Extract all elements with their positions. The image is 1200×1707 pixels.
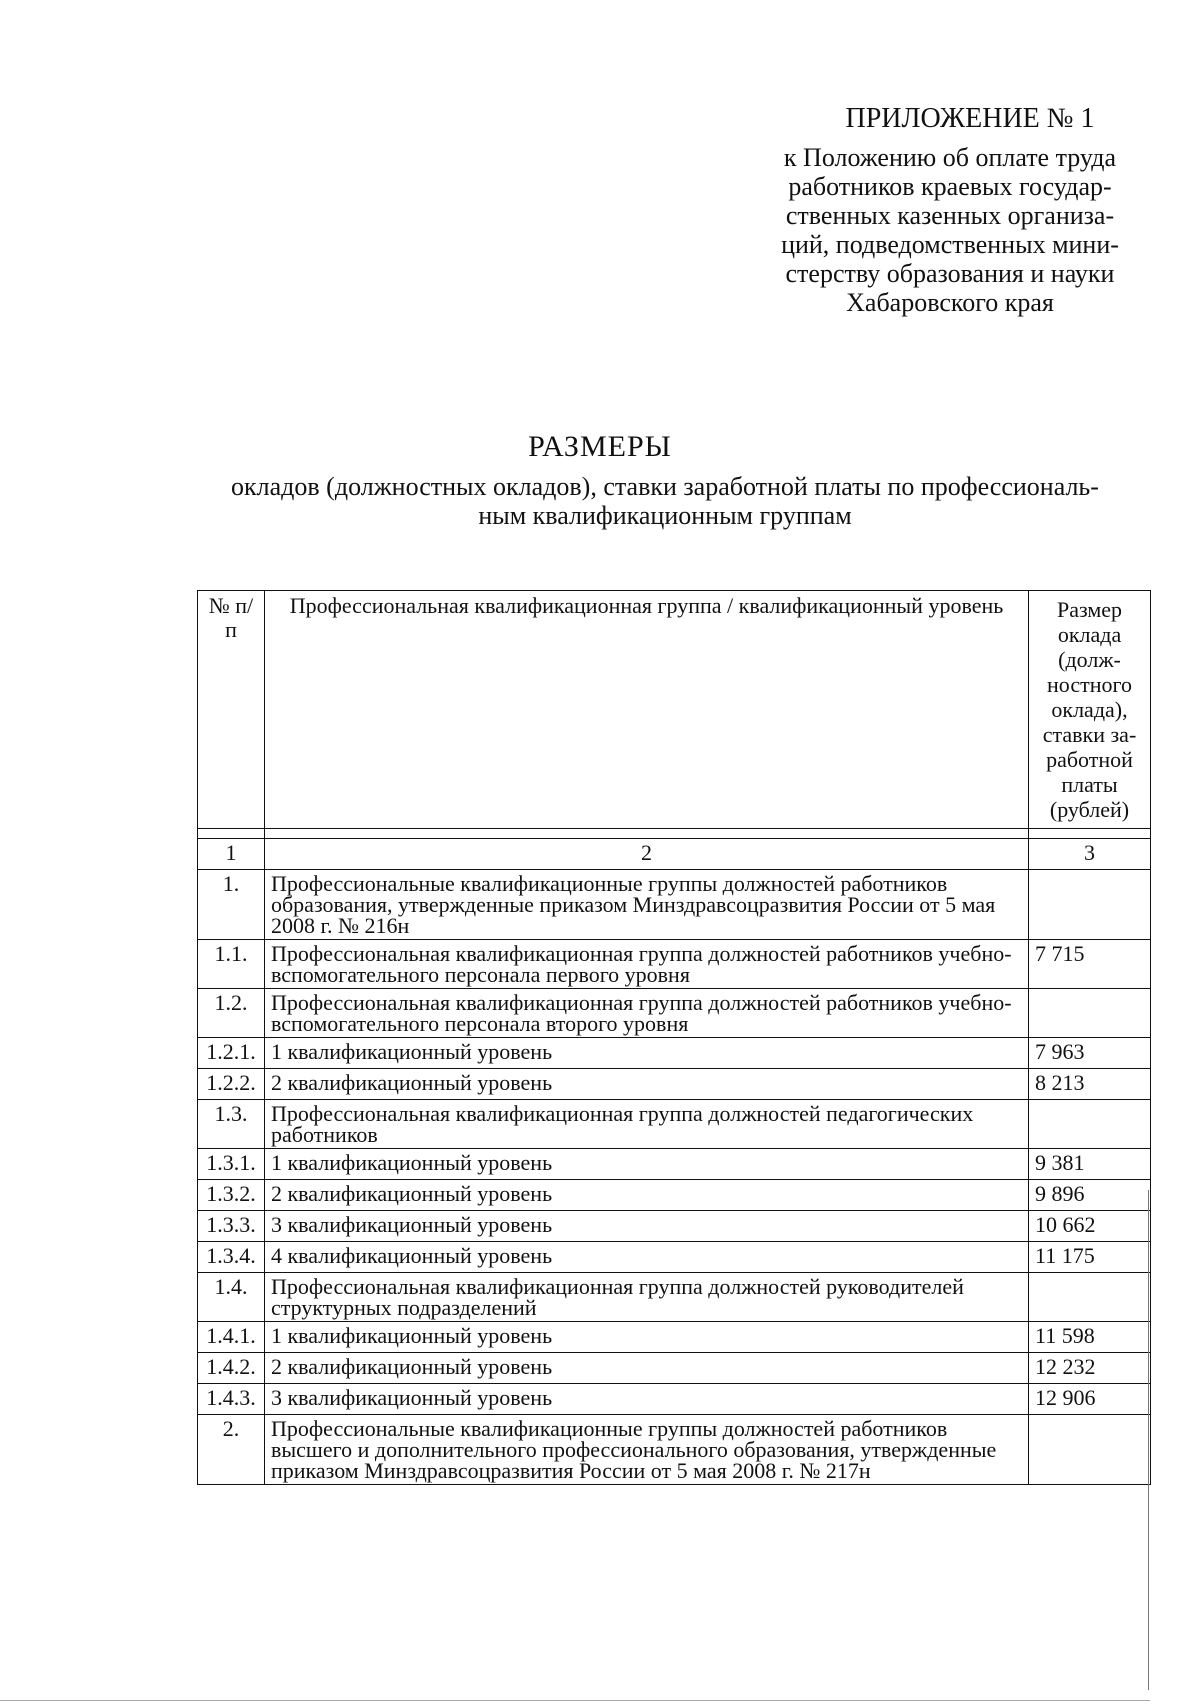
row-number: 1.4.3. (198, 1384, 265, 1415)
row-name: 3 квалификационный уровень (264, 1211, 1028, 1242)
table-row (198, 1353, 1151, 1384)
scan-edge-line (1148, 1190, 1149, 1690)
column-number-row (198, 839, 1151, 870)
row-name: 3 квалификационный уровень (264, 1384, 1028, 1415)
header-number: № п/п (198, 591, 265, 829)
row-number: 1.4. (198, 1273, 265, 1322)
row-name: 2 квалификационный уровень (264, 1069, 1028, 1100)
header-salary: Размер оклада (долж-ностного оклада), ставки за-работной платы (рублей) (1029, 591, 1151, 829)
table-row (198, 1100, 1151, 1149)
table-row (198, 1273, 1151, 1322)
subtitle-line: ным квалификационным группам (478, 501, 852, 530)
row-value: 12 232 (1029, 1353, 1151, 1384)
row-number: 1.2.2. (198, 1069, 265, 1100)
table-row (198, 1038, 1151, 1069)
row-value: 12 906 (1029, 1384, 1151, 1415)
row-number: 1.3.1. (198, 1149, 265, 1180)
row-number: 1.1. (198, 940, 265, 989)
row-value: 7 963 (1029, 1038, 1151, 1069)
row-number: 2. (198, 1415, 265, 1485)
table-row (198, 1149, 1151, 1180)
table-row (198, 1242, 1151, 1273)
row-name: 2 квалификационный уровень (264, 1353, 1028, 1384)
row-value: 11 175 (1029, 1242, 1151, 1273)
row-number: 1.4.2. (198, 1353, 265, 1384)
row-name: Профессиональные квалификационные группы должностей работников высшего и дополнительного профессионального образования, утвержденные приказом Минздравсоцразвития России от 5 мая 2008 г. № 217н (264, 1415, 1028, 1485)
row-name: Профессиональная квалификационная группа должностей работников учебно-вспомогательного персонала второго уровня (264, 989, 1028, 1038)
document-subtitle (190, 472, 1140, 530)
table-row (198, 870, 1151, 940)
row-number: 1. (198, 870, 265, 940)
row-value (1029, 1273, 1151, 1322)
row-number: 1.3.4. (198, 1242, 265, 1273)
row-value: 11 598 (1029, 1322, 1151, 1353)
row-value (1029, 1415, 1151, 1485)
row-name: Профессиональная квалификационная группа должностей педагогических работников (264, 1100, 1028, 1149)
appendix-line: ственных казенных организа- (785, 201, 1115, 230)
column-number: 2 (264, 839, 1028, 870)
appendix-title: ПРИЛОЖЕНИЕ № 1 (845, 103, 1095, 134)
table-row (198, 1415, 1151, 1485)
table-gap (198, 829, 1151, 839)
appendix-line: к Положению об оплате труда (783, 143, 1117, 172)
appendix-line: ций, подведомственных мини- (781, 230, 1119, 259)
row-value: 9 896 (1029, 1180, 1151, 1211)
header-group: Профессиональная квалификационная группа / квалификационный уровень (264, 591, 1028, 829)
row-value: 8 213 (1029, 1069, 1151, 1100)
row-number: 1.3. (198, 1100, 265, 1149)
subtitle-line: окладов (должностных окладов), ставки заработной платы по профессиональ- (231, 472, 1099, 501)
row-name: 1 квалификационный уровень (264, 1322, 1028, 1353)
column-number: 1 (198, 839, 265, 870)
row-number: 1.3.2. (198, 1180, 265, 1211)
row-value (1029, 989, 1151, 1038)
document-title: РАЗМЕРЫ (528, 430, 672, 463)
table-row (198, 989, 1151, 1038)
table-row (198, 1322, 1151, 1353)
appendix-block (760, 104, 1140, 317)
row-name: Профессиональные квалификационные группы должностей работников образования, утвержденные приказом Минздравсоцразвития России от 5 мая 2008 г. № 216н (264, 870, 1028, 940)
table-row (198, 1180, 1151, 1211)
table-row (198, 1384, 1151, 1415)
appendix-line: стерству образования и науки (785, 259, 1115, 288)
row-value: 9 381 (1029, 1149, 1151, 1180)
row-name: 4 квалификационный уровень (264, 1242, 1028, 1273)
row-number: 1.2.1. (198, 1038, 265, 1069)
row-number: 1.3.3. (198, 1211, 265, 1242)
appendix-line: работников краевых государ- (788, 172, 1112, 201)
table-row (198, 940, 1151, 989)
row-number: 1.4.1. (198, 1322, 265, 1353)
row-name: Профессиональная квалификационная группа должностей руководителей структурных подразделений (264, 1273, 1028, 1322)
row-name: 1 квалификационный уровень (264, 1038, 1028, 1069)
row-number: 1.2. (198, 989, 265, 1038)
appendix-line: Хабаровского края (846, 288, 1054, 317)
row-name: 1 квалификационный уровень (264, 1149, 1028, 1180)
table-row (198, 1069, 1151, 1100)
row-value: 10 662 (1029, 1211, 1151, 1242)
row-value: 7 715 (1029, 940, 1151, 989)
scan-edge-line (0, 1700, 1150, 1701)
row-value (1029, 870, 1151, 940)
row-name: 2 квалификационный уровень (264, 1180, 1028, 1211)
table-header-row (198, 591, 1151, 829)
salary-table (197, 590, 1151, 1485)
row-value (1029, 1100, 1151, 1149)
column-number: 3 (1029, 839, 1151, 870)
row-name: Профессиональная квалификационная группа должностей работников учебно-вспомогательного персонала первого уровня (264, 940, 1028, 989)
table-row (198, 1211, 1151, 1242)
